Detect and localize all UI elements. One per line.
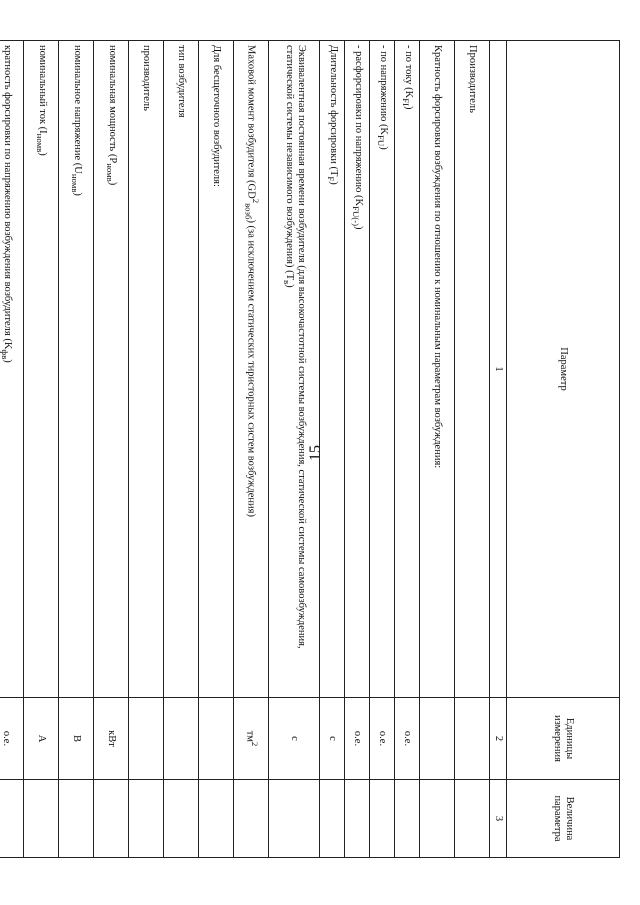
unit-cell: с (269, 698, 320, 780)
value-cell (455, 780, 490, 858)
col-number-value: 3 (490, 780, 507, 858)
unit-cell: о.е. (345, 698, 370, 780)
param-cell: Длительность форсировки $(T_F)$ (320, 41, 345, 698)
unit-cell: $тм^2$ (234, 698, 269, 780)
param-cell: номинальный ток $(I_{номв})$ (24, 41, 59, 698)
value-cell (370, 780, 395, 858)
value-cell (0, 780, 24, 858)
column-number-row (490, 41, 507, 858)
value-cell (320, 780, 345, 858)
unit-cell: кВт (94, 698, 129, 780)
value-cell (199, 780, 234, 858)
unit-cell (199, 698, 234, 780)
table-row (395, 41, 420, 858)
param-cell: номинальное напряжение $(U_{номв})$ (59, 41, 94, 698)
param-cell: - по току $(K_{FI})$ (395, 41, 420, 698)
table-row (234, 41, 269, 858)
table-row (199, 41, 234, 858)
table-row (24, 41, 59, 858)
value-cell (59, 780, 94, 858)
param-cell: Маховой момент возбудителя $(GD^2_{возб})$ (за исключением статических тиристорных систем возбуждения) (234, 41, 269, 698)
table-row (420, 41, 455, 858)
param-cell: - по напряжению $(K_{FU})$ (370, 41, 395, 698)
table-row (320, 41, 345, 858)
param-cell: номинальная мощность $(P_{номв})$ (94, 41, 129, 698)
unit-cell (455, 698, 490, 780)
unit-cell: о.е. (395, 698, 420, 780)
table-row (269, 41, 320, 858)
col-number-param: 1 (490, 41, 507, 698)
unit-cell: В (59, 698, 94, 780)
param-cell: Эквивалентная постоянная времени возбудителя (для высокочастотной системы возбуждения, статической системы самовозбуждения, статической системы независимого возбуждения) $(T_в)$ (269, 41, 320, 698)
table-row (370, 41, 395, 858)
table-row (345, 41, 370, 858)
value-cell (395, 780, 420, 858)
parameters-table (0, 40, 620, 858)
param-cell: производитель (129, 41, 164, 698)
unit-cell (129, 698, 164, 780)
table-row (164, 41, 199, 858)
value-cell (94, 780, 129, 858)
rotated-table-container (0, 40, 620, 860)
param-cell: - расфорсировки по напряжению $(K_{FU(-)})$ (345, 41, 370, 698)
page-number: 15 (307, 445, 324, 461)
header-unit: Единицы измерения (507, 698, 620, 780)
param-cell: кратность форсировки по напряжению возбуждения возбудителя $(K_{фв})$ (0, 41, 24, 698)
unit-cell: А (24, 698, 59, 780)
table-row (129, 41, 164, 858)
param-cell: Кратность форсировки возбуждения по отношению к номинальным параметрам возбуждения: (420, 41, 455, 698)
table-row (455, 41, 490, 858)
unit-cell (420, 698, 455, 780)
param-cell: тип возбудителя (164, 41, 199, 698)
value-cell (420, 780, 455, 858)
unit-cell: о.е. (370, 698, 395, 780)
unit-cell: о.е. (0, 698, 24, 780)
col-number-unit: 2 (490, 698, 507, 780)
value-cell (345, 780, 370, 858)
value-cell (234, 780, 269, 858)
table-header-row (507, 41, 620, 858)
table-row (59, 41, 94, 858)
unit-cell: с (320, 698, 345, 780)
value-cell (164, 780, 199, 858)
value-cell (24, 780, 59, 858)
unit-cell (164, 698, 199, 780)
table-row (94, 41, 129, 858)
value-cell (269, 780, 320, 858)
param-cell: Производитель (455, 41, 490, 698)
header-value: Величина параметра (507, 780, 620, 858)
value-cell (129, 780, 164, 858)
table-row (0, 41, 24, 858)
param-cell: Для бесщеточного возбудителя: (199, 41, 234, 698)
header-param: Параметр (507, 41, 620, 698)
